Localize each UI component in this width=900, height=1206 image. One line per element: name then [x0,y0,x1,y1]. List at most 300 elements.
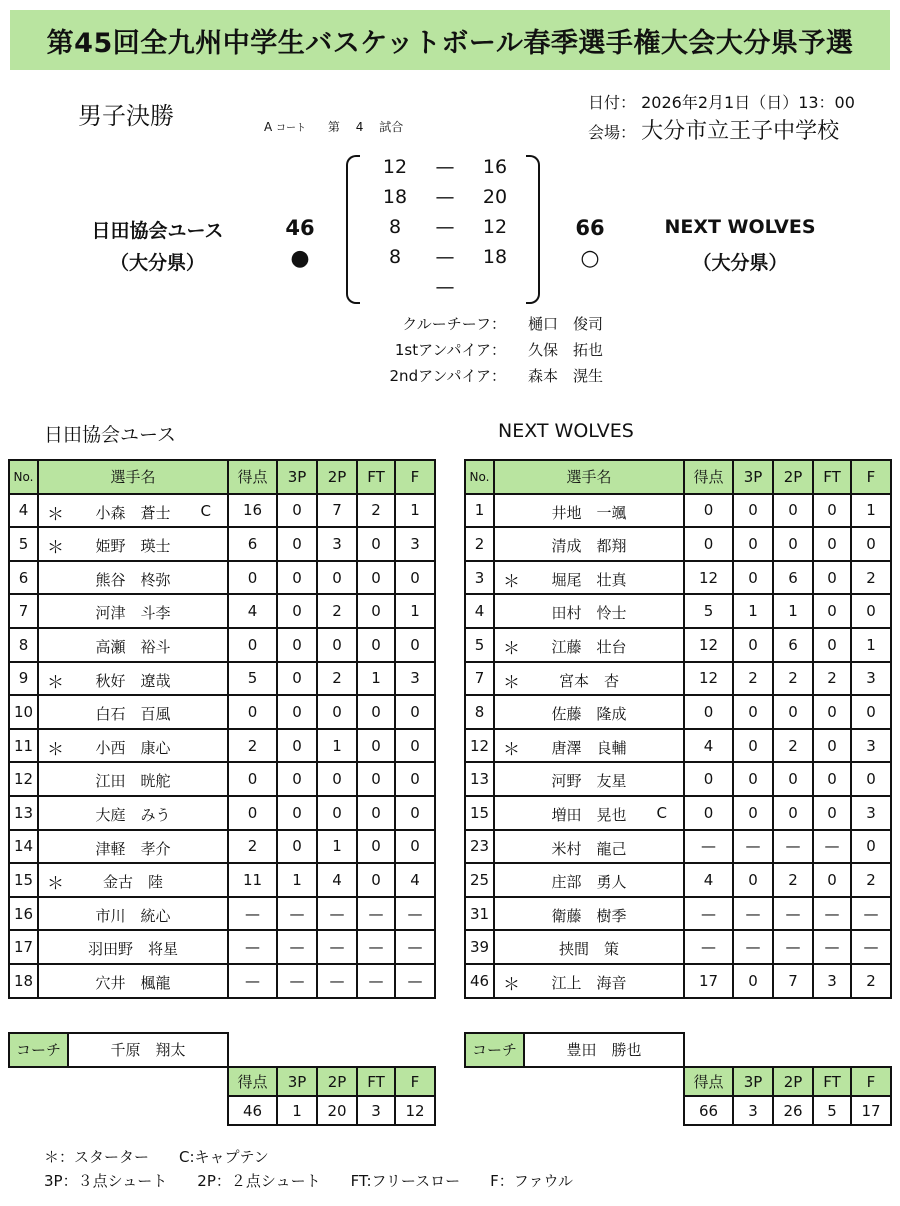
venue-label: 会場： [588,123,637,142]
box-header-row [465,460,891,494]
player-row [465,897,891,931]
player-name: 増田 晃也 [551,805,627,824]
player-row [465,561,891,595]
player-2p: 0 [317,695,357,729]
col-f: F [395,460,435,494]
player-fouls: 0 [395,628,435,662]
player-number: 7 [465,662,494,696]
col-name: 選手名 [38,460,228,494]
player-fouls: 3 [395,527,435,561]
player-name: 秋好 遼哉 [95,671,171,690]
player-fouls: 0 [395,796,435,830]
player-name-cell [38,762,228,796]
player-row [9,561,435,595]
player-2p: — [773,930,813,964]
player-ft: 0 [813,628,851,662]
player-2p: 2 [773,662,813,696]
tot-col-3p: 3P [733,1067,773,1096]
away-box-title: NEXT WOLVES [498,420,634,442]
player-points: 2 [228,830,277,864]
player-number: 17 [9,930,38,964]
player-name: 江田 晄舵 [95,772,171,791]
player-number: 2 [465,527,494,561]
player-3p: 0 [733,863,773,897]
player-name-cell [38,964,228,998]
player-fouls: 0 [851,830,891,864]
home-total-ft: 3 [357,1096,395,1125]
player-2p: 6 [773,561,813,595]
player-3p: 1 [277,863,317,897]
player-name: 唐澤 良輔 [551,738,627,757]
away-team-name: NEXT WOLVES [664,216,816,238]
player-fouls: 1 [851,494,891,528]
quarter-away-score: 12 [482,216,508,238]
away-total-2p: 26 [773,1096,813,1125]
player-points: 12 [684,628,733,662]
tot-col-ft: FT [357,1067,395,1096]
coach-label: コーチ [9,1033,68,1067]
player-fouls: 3 [851,796,891,830]
player-name-cell [494,930,684,964]
player-2p: 3 [317,527,357,561]
player-ft: — [813,897,851,931]
player-ft: 0 [357,561,395,595]
player-name: 河野 友星 [551,772,627,791]
player-name-cell [38,830,228,864]
player-ft: 0 [813,494,851,528]
player-number: 5 [9,527,38,561]
tot-col-pts: 得点 [228,1067,277,1096]
player-fouls: — [395,930,435,964]
player-row [465,628,891,662]
player-row [9,830,435,864]
col-no: No. [9,460,38,494]
player-points: 0 [228,628,277,662]
player-name: 小西 康心 [95,738,171,757]
player-fouls: 2 [851,561,891,595]
player-3p: 0 [277,527,317,561]
away-coach-name: 豊田 勝也 [524,1033,684,1067]
player-points: 4 [228,594,277,628]
player-name-cell [38,729,228,763]
player-name: 江藤 壮台 [551,637,627,656]
player-fouls: — [395,964,435,998]
player-ft: 0 [357,863,395,897]
player-2p: — [317,897,357,931]
tot-col-f: F [395,1067,435,1096]
court-info [264,118,403,135]
player-fouls: 0 [395,561,435,595]
quarter-dash: — [435,276,455,298]
home-box-title: 日田協会ユース [44,424,177,446]
player-3p: — [277,930,317,964]
tot-col-pts: 得点 [684,1067,733,1096]
col-name: 選手名 [494,460,684,494]
col-no: No. [465,460,494,494]
quarter-row [365,276,525,306]
quarter-home-score: 8 [388,216,402,238]
player-ft: 0 [813,561,851,595]
player-3p: 0 [733,527,773,561]
player-name: 江上 海音 [551,973,627,992]
player-2p: 4 [317,863,357,897]
player-row [465,494,891,528]
player-row [9,964,435,998]
player-fouls: 1 [395,594,435,628]
col-ft: FT [357,460,395,494]
quarter-row [365,156,525,186]
player-ft: 0 [813,594,851,628]
player-name-cell [38,527,228,561]
player-ft: 2 [357,494,395,528]
col-pts: 得点 [228,460,277,494]
away-total-pts: 66 [684,1096,733,1125]
tot-col-2p: 2P [317,1067,357,1096]
starter-mark: ＊ [503,739,520,760]
quarter-dash: — [435,216,455,238]
quarter-home-score: 8 [388,246,402,268]
away-total-3p: 3 [733,1096,773,1125]
player-number: 13 [465,762,494,796]
player-name: 津軽 孝介 [95,839,171,858]
home-coach-name: 千原 翔太 [68,1033,228,1067]
player-number: 16 [9,897,38,931]
player-fouls: 2 [851,863,891,897]
captain-mark: C [656,803,667,822]
player-row [9,897,435,931]
tot-col-3p: 3P [277,1067,317,1096]
player-ft: 0 [357,628,395,662]
game-suffix: 試合 [379,120,404,134]
quarter-row [365,216,525,246]
quarter-away-score: 16 [482,156,508,178]
starter-mark: ＊ [47,504,64,525]
player-name: 米村 龍己 [551,839,627,858]
box-header-row [9,460,435,494]
player-row [9,527,435,561]
player-3p: 0 [733,628,773,662]
player-2p: 2 [317,594,357,628]
player-name: 穴井 楓龍 [95,973,171,992]
player-row [465,863,891,897]
player-3p: 0 [277,662,317,696]
player-fouls: 1 [851,628,891,662]
player-name-cell [494,729,684,763]
player-fouls: 3 [851,662,891,696]
home-score: 46 [285,216,315,240]
quarter-away-score: 20 [482,186,508,208]
player-ft: 0 [357,527,395,561]
quarter-dash: — [435,156,455,178]
player-3p: — [277,897,317,931]
player-points: 4 [684,729,733,763]
player-2p: — [773,897,813,931]
player-name: 熊谷 柊弥 [95,570,171,589]
home-team-name: 日田協会ユース [91,220,224,242]
player-points: 0 [684,527,733,561]
player-ft: — [357,964,395,998]
player-name: 市川 統心 [95,906,171,925]
player-fouls: 1 [395,494,435,528]
player-3p: 0 [277,594,317,628]
player-2p: — [317,964,357,998]
player-points: 0 [684,695,733,729]
player-3p: 0 [277,796,317,830]
player-ft: — [813,930,851,964]
player-2p: 1 [317,729,357,763]
player-number: 1 [465,494,494,528]
match-category: 男子決勝 [78,102,174,130]
player-points: 16 [228,494,277,528]
player-3p: 0 [277,762,317,796]
player-ft: 3 [813,964,851,998]
player-fouls: 0 [851,762,891,796]
col-pts: 得点 [684,460,733,494]
player-number: 12 [9,762,38,796]
court-letter: A [264,120,273,134]
player-name-cell [494,662,684,696]
player-name-cell [494,863,684,897]
player-ft: — [357,930,395,964]
player-ft: 2 [813,662,851,696]
player-points: — [684,930,733,964]
player-name-cell [38,662,228,696]
starter-mark: ＊ [47,672,64,693]
player-3p: 0 [733,494,773,528]
player-ft: 0 [813,796,851,830]
court-word: コート [276,123,307,134]
player-3p: 0 [277,561,317,595]
player-number: 31 [465,897,494,931]
player-ft: 0 [813,729,851,763]
player-row [9,662,435,696]
player-name: 羽田野 将星 [87,940,178,959]
tot-col-f: F [851,1067,891,1096]
player-row [9,762,435,796]
date-value: 2026年2月1日（日）13：00 [641,93,855,112]
player-row [9,729,435,763]
player-fouls: 2 [851,964,891,998]
player-3p: 1 [733,594,773,628]
captain-mark: C [200,501,211,520]
player-points: 2 [228,729,277,763]
player-name-cell [494,695,684,729]
player-number: 5 [465,628,494,662]
away-result-mark: ○ [580,246,600,271]
player-points: 0 [684,494,733,528]
player-name-cell [38,897,228,931]
quarter-row [365,186,525,216]
player-name-cell [494,594,684,628]
away-score: 66 [575,216,605,240]
away-total-ft: 5 [813,1096,851,1125]
official-name: 樋口 俊司 [528,315,604,333]
player-name-cell [494,561,684,595]
tot-col-2p: 2P [773,1067,813,1096]
player-points: 6 [228,527,277,561]
player-ft: 0 [813,762,851,796]
starter-mark: ＊ [47,538,64,559]
player-name-cell [494,897,684,931]
player-name: 白石 百風 [95,705,171,724]
starter-mark: ＊ [503,638,520,659]
player-name-cell [38,561,228,595]
player-name: 大庭 みう [95,805,171,824]
official-name: 森本 滉生 [528,367,604,385]
away-coach-row [464,1032,685,1068]
home-team-pref: （大分県） [109,252,205,274]
player-name-cell [494,762,684,796]
player-2p: 0 [773,762,813,796]
player-row [465,594,891,628]
title-bar [10,10,890,70]
quarter-bracket-left [346,155,360,304]
player-fouls: — [395,897,435,931]
player-row [465,695,891,729]
player-name-cell [38,930,228,964]
venue-line [588,114,839,145]
player-2p: 0 [773,695,813,729]
player-2p: 7 [317,494,357,528]
col-ft: FT [813,460,851,494]
starter-mark: ＊ [503,672,520,693]
player-ft: 0 [357,796,395,830]
player-name: 庄部 勇人 [551,873,627,892]
player-number: 7 [9,594,38,628]
player-number: 23 [465,830,494,864]
player-ft: 0 [357,695,395,729]
player-name-cell [38,628,228,662]
player-3p: 0 [277,628,317,662]
player-2p: 0 [317,796,357,830]
player-2p: 1 [773,594,813,628]
player-row [9,594,435,628]
player-points: 0 [228,561,277,595]
player-3p: 0 [277,695,317,729]
player-number: 4 [9,494,38,528]
player-points: — [228,897,277,931]
starter-mark: ＊ [503,571,520,592]
away-box-score [464,459,892,999]
quarter-dash: — [435,186,455,208]
home-totals [227,1066,436,1126]
quarter-dash: — [435,246,455,268]
player-number: 13 [9,796,38,830]
player-ft: 0 [357,830,395,864]
player-fouls: — [851,897,891,931]
player-name: 金古 陸 [102,873,163,892]
player-row [465,729,891,763]
player-row [465,964,891,998]
player-name: 宮本 杏 [558,671,619,690]
player-row [9,494,435,528]
col-3p: 3P [733,460,773,494]
player-2p: 0 [317,561,357,595]
player-fouls: 0 [851,695,891,729]
player-fouls: 0 [395,695,435,729]
player-points: 0 [228,762,277,796]
player-fouls: 0 [395,729,435,763]
player-2p: 0 [317,762,357,796]
player-points: — [684,830,733,864]
player-points: 12 [684,561,733,595]
date-label: 日付： [588,93,637,112]
player-number: 10 [9,695,38,729]
starter-mark: ＊ [47,874,64,895]
player-2p: 7 [773,964,813,998]
quarter-home-score: 12 [382,156,408,178]
player-ft: 1 [357,662,395,696]
player-points: 5 [228,662,277,696]
legend-line-2: 3P：３点シュート 2P：２点シュート FT:フリースロー F：ファウル [44,1172,574,1190]
player-number: 9 [9,662,38,696]
player-points: 11 [228,863,277,897]
player-ft: 0 [813,527,851,561]
col-3p: 3P [277,460,317,494]
game-no: 4 [355,120,364,134]
player-3p: 0 [733,729,773,763]
player-3p: 0 [277,729,317,763]
player-row [465,762,891,796]
player-name: 堀尾 壮真 [551,570,627,589]
venue-value: 大分市立王子中学校 [641,119,840,144]
player-fouls: 0 [851,527,891,561]
player-3p: 0 [733,762,773,796]
player-number: 46 [465,964,494,998]
home-result-mark: ● [290,246,310,271]
player-name: 姫野 瑛士 [95,537,171,556]
player-name-cell [494,830,684,864]
col-2p: 2P [773,460,813,494]
quarter-away-score: 18 [482,246,508,268]
player-name: 挟間 策 [558,940,619,959]
player-ft: 0 [357,729,395,763]
player-name: 井地 一颯 [551,503,627,522]
player-number: 8 [9,628,38,662]
player-row [9,628,435,662]
quarter-row [365,246,525,276]
player-name-cell [494,628,684,662]
player-3p: 0 [733,964,773,998]
quarter-home-score: 18 [382,186,408,208]
player-row [9,796,435,830]
player-3p: — [733,830,773,864]
starter-mark: ＊ [503,974,520,995]
home-total-2p: 20 [317,1096,357,1125]
player-row [9,930,435,964]
quarter-bracket-right [526,155,540,304]
player-number: 14 [9,830,38,864]
player-2p: 0 [773,796,813,830]
home-box-score [8,459,436,999]
player-3p: — [733,930,773,964]
player-row [465,527,891,561]
player-2p: 2 [773,729,813,763]
player-points: — [228,930,277,964]
player-2p: 0 [773,527,813,561]
player-2p: 0 [317,628,357,662]
player-name-cell [38,494,228,528]
player-number: 15 [465,796,494,830]
player-row [465,662,891,696]
player-name-cell [494,964,684,998]
player-points: 0 [228,796,277,830]
player-3p: 0 [733,695,773,729]
player-number: 8 [465,695,494,729]
player-points: 0 [684,796,733,830]
player-number: 6 [9,561,38,595]
player-name: 清成 都翔 [551,537,627,556]
